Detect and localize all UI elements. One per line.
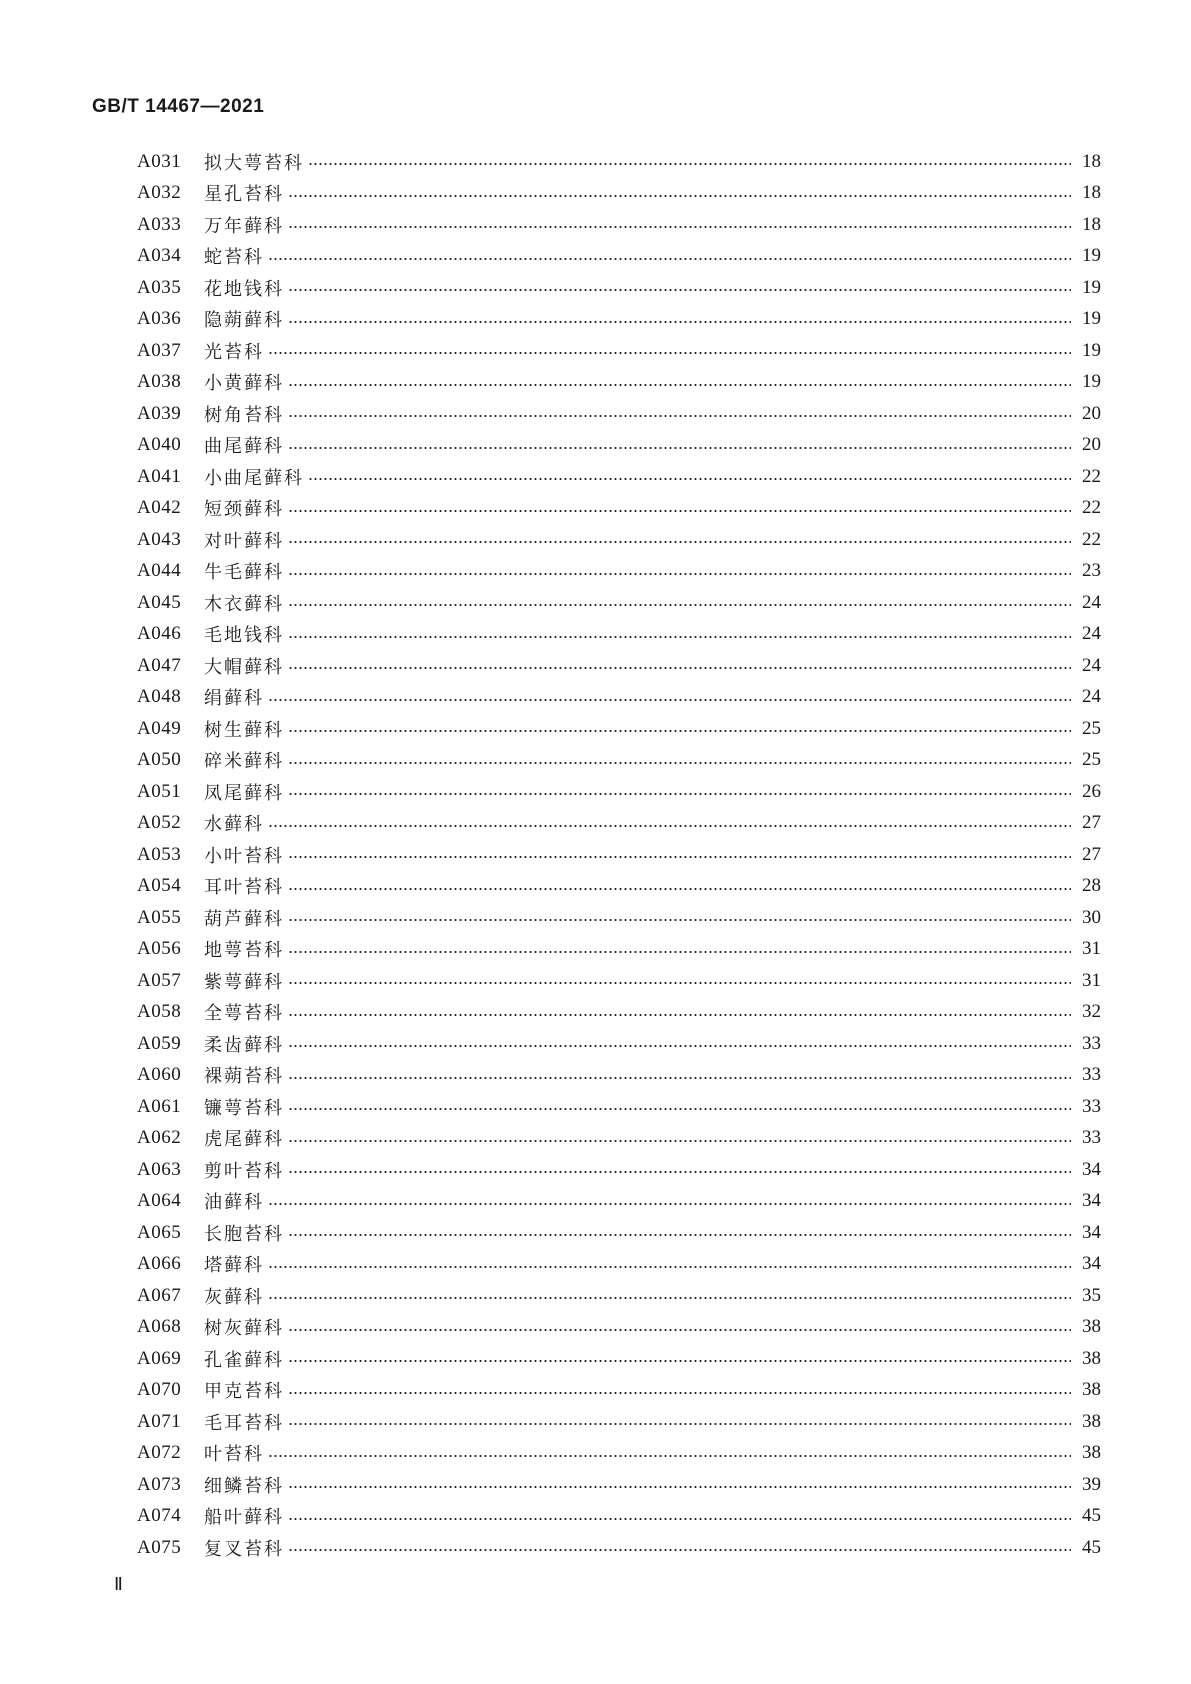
toc-entry-title: 万年藓科 xyxy=(204,215,284,237)
toc-entry-title: 紫萼藓科 xyxy=(204,971,284,993)
toc-entry-page: 35 xyxy=(1082,1284,1101,1306)
toc-entry-page: 19 xyxy=(1082,371,1101,393)
toc-entry-page: 34 xyxy=(1082,1190,1101,1212)
toc-entry-page: 22 xyxy=(1082,465,1101,487)
toc-dot-leader xyxy=(288,1014,1071,1016)
toc-entry-page: 20 xyxy=(1082,434,1101,456)
toc-entry-code: A048 xyxy=(137,686,182,708)
toc-dot-leader xyxy=(288,289,1071,291)
toc-entry-code: A072 xyxy=(137,1442,182,1464)
toc-entry-page: 33 xyxy=(1082,1032,1101,1054)
toc-entry-page: 24 xyxy=(1082,654,1101,676)
toc-entry-page: 30 xyxy=(1082,906,1101,928)
toc-entry-code: A073 xyxy=(137,1473,182,1495)
toc-entry[interactable] xyxy=(137,1501,1101,1533)
toc-entry[interactable] xyxy=(137,902,1101,934)
toc-entry[interactable] xyxy=(137,1249,1101,1281)
toc-entry-page: 24 xyxy=(1082,686,1101,708)
toc-entry-code: A047 xyxy=(137,654,182,676)
toc-entry-title: 树角苔科 xyxy=(204,404,284,426)
toc-dot-leader xyxy=(288,1140,1071,1142)
toc-entry-page: 27 xyxy=(1082,812,1101,834)
toc-entry-code: A058 xyxy=(137,1001,182,1023)
toc-dot-leader xyxy=(288,1360,1071,1362)
toc-dot-leader xyxy=(288,919,1071,921)
toc-dot-leader xyxy=(288,226,1071,228)
toc-entry[interactable] xyxy=(137,209,1101,241)
toc-entry[interactable] xyxy=(137,776,1101,808)
toc-entry-code: A044 xyxy=(137,560,182,582)
toc-entry-title: 小黄藓科 xyxy=(204,373,284,395)
toc-entry[interactable] xyxy=(137,1186,1101,1218)
toc-dot-leader xyxy=(288,1518,1071,1520)
toc-entry-code: A053 xyxy=(137,843,182,865)
toc-entry-code: A034 xyxy=(137,245,182,267)
toc-entry-code: A033 xyxy=(137,213,182,235)
toc-entry-page: 19 xyxy=(1082,308,1101,330)
toc-entry-page: 26 xyxy=(1082,780,1101,802)
toc-entry-title: 大帽藓科 xyxy=(204,656,284,678)
toc-entry-page: 24 xyxy=(1082,623,1101,645)
toc-entry[interactable] xyxy=(137,619,1101,651)
toc-entry-code: A059 xyxy=(137,1032,182,1054)
toc-entry-title: 小叶苔科 xyxy=(204,845,284,867)
toc-entry-code: A063 xyxy=(137,1158,182,1180)
toc-entry[interactable] xyxy=(137,1091,1101,1123)
table-of-contents xyxy=(137,146,1101,1564)
toc-dot-leader xyxy=(288,856,1071,858)
toc-entry-code: A060 xyxy=(137,1064,182,1086)
toc-entry[interactable] xyxy=(137,1375,1101,1407)
toc-entry-page: 38 xyxy=(1082,1316,1101,1338)
toc-entry[interactable] xyxy=(137,965,1101,997)
toc-dot-leader xyxy=(308,478,1071,480)
toc-dot-leader xyxy=(268,699,1071,701)
toc-entry-title: 毛耳苔科 xyxy=(204,1412,284,1434)
toc-dot-leader xyxy=(288,1171,1071,1173)
toc-entry[interactable] xyxy=(137,398,1101,430)
toc-dot-leader xyxy=(288,1108,1071,1110)
toc-entry-page: 25 xyxy=(1082,717,1101,739)
toc-entry[interactable] xyxy=(137,997,1101,1029)
toc-entry-code: A055 xyxy=(137,906,182,928)
toc-entry[interactable] xyxy=(137,493,1101,525)
toc-entry[interactable] xyxy=(137,1469,1101,1501)
toc-entry-page: 28 xyxy=(1082,875,1101,897)
toc-dot-leader xyxy=(288,951,1071,953)
toc-entry-title: 柔齿藓科 xyxy=(204,1034,284,1056)
toc-entry-page: 20 xyxy=(1082,402,1101,424)
toc-entry[interactable] xyxy=(137,1438,1101,1470)
toc-dot-leader xyxy=(288,636,1071,638)
toc-entry-page: 39 xyxy=(1082,1473,1101,1495)
toc-dot-leader xyxy=(268,258,1071,260)
toc-entry-page: 19 xyxy=(1082,245,1101,267)
toc-entry[interactable] xyxy=(137,1123,1101,1155)
toc-entry-code: A043 xyxy=(137,528,182,550)
toc-dot-leader xyxy=(268,1455,1071,1457)
toc-entry-page: 45 xyxy=(1082,1505,1101,1527)
toc-dot-leader xyxy=(288,1486,1071,1488)
toc-entry-title: 绢藓科 xyxy=(204,688,264,710)
toc-entry-code: A067 xyxy=(137,1284,182,1306)
toc-entry-title: 隐蒴藓科 xyxy=(204,310,284,332)
toc-entry[interactable] xyxy=(137,1312,1101,1344)
toc-dot-leader xyxy=(288,321,1071,323)
toc-entry-code: A049 xyxy=(137,717,182,739)
toc-entry[interactable] xyxy=(137,524,1101,556)
toc-entry-code: A035 xyxy=(137,276,182,298)
toc-entry-page: 22 xyxy=(1082,528,1101,550)
toc-entry-code: A036 xyxy=(137,308,182,330)
toc-entry-code: A039 xyxy=(137,402,182,424)
toc-entry-page: 33 xyxy=(1082,1127,1101,1149)
toc-dot-leader xyxy=(268,1266,1071,1268)
toc-entry-code: A065 xyxy=(137,1221,182,1243)
toc-entry-title: 碎米藓科 xyxy=(204,751,284,773)
toc-entry-code: A041 xyxy=(137,465,182,487)
toc-entry-title: 曲尾藓科 xyxy=(204,436,284,458)
toc-entry-title: 甲克苔科 xyxy=(204,1381,284,1403)
toc-dot-leader xyxy=(288,762,1071,764)
toc-entry-title: 凤尾藓科 xyxy=(204,782,284,804)
toc-entry-code: A069 xyxy=(137,1347,182,1369)
toc-entry-page: 27 xyxy=(1082,843,1101,865)
toc-entry-title: 细鳞苔科 xyxy=(204,1475,284,1497)
toc-entry-title: 油藓科 xyxy=(204,1192,264,1214)
toc-entry[interactable] xyxy=(137,556,1101,588)
toc-entry[interactable] xyxy=(137,461,1101,493)
toc-entry-code: A061 xyxy=(137,1095,182,1117)
toc-dot-leader xyxy=(288,510,1071,512)
toc-entry-title: 叶苔科 xyxy=(204,1444,264,1466)
toc-entry[interactable] xyxy=(137,1280,1101,1312)
toc-entry-page: 19 xyxy=(1082,339,1101,361)
toc-entry-code: A074 xyxy=(137,1505,182,1527)
toc-entry-page: 38 xyxy=(1082,1410,1101,1432)
toc-dot-leader xyxy=(288,384,1071,386)
toc-entry-code: A057 xyxy=(137,969,182,991)
toc-entry-code: A046 xyxy=(137,623,182,645)
toc-entry-title: 葫芦藓科 xyxy=(204,908,284,930)
toc-dot-leader xyxy=(268,1297,1071,1299)
toc-entry[interactable] xyxy=(137,1343,1101,1375)
toc-entry-title: 对叶藓科 xyxy=(204,530,284,552)
toc-entry-page: 23 xyxy=(1082,560,1101,582)
toc-entry[interactable] xyxy=(137,367,1101,399)
toc-entry-title: 短颈藓科 xyxy=(204,499,284,521)
toc-dot-leader xyxy=(288,573,1071,575)
toc-entry[interactable] xyxy=(137,808,1101,840)
toc-dot-leader xyxy=(288,1392,1071,1394)
toc-entry-code: A040 xyxy=(137,434,182,456)
toc-entry[interactable] xyxy=(137,713,1101,745)
toc-entry-title: 耳叶苔科 xyxy=(204,877,284,899)
toc-entry[interactable] xyxy=(137,304,1101,336)
toc-dot-leader xyxy=(288,1234,1071,1236)
toc-entry-title: 全萼苔科 xyxy=(204,1003,284,1025)
toc-entry[interactable] xyxy=(137,146,1101,178)
toc-entry[interactable] xyxy=(137,1028,1101,1060)
toc-entry-title: 蛇苔科 xyxy=(204,247,264,269)
toc-entry[interactable] xyxy=(137,682,1101,714)
toc-entry[interactable] xyxy=(137,587,1101,619)
toc-entry-page: 32 xyxy=(1082,1001,1101,1023)
toc-entry-page: 31 xyxy=(1082,938,1101,960)
toc-entry-page: 34 xyxy=(1082,1158,1101,1180)
toc-entry-page: 24 xyxy=(1082,591,1101,613)
toc-entry-page: 22 xyxy=(1082,497,1101,519)
toc-entry-code: A031 xyxy=(137,150,182,172)
toc-entry-page: 34 xyxy=(1082,1253,1101,1275)
toc-entry-code: A066 xyxy=(137,1253,182,1275)
toc-entry-title: 小曲尾藓科 xyxy=(204,467,304,489)
toc-entry[interactable] xyxy=(137,871,1101,903)
toc-entry-code: A062 xyxy=(137,1127,182,1149)
toc-entry-title: 灰藓科 xyxy=(204,1286,264,1308)
toc-entry[interactable] xyxy=(137,430,1101,462)
toc-dot-leader xyxy=(268,1203,1071,1205)
toc-entry-code: A068 xyxy=(137,1316,182,1338)
toc-dot-leader xyxy=(288,982,1071,984)
toc-dot-leader xyxy=(288,1045,1071,1047)
toc-entry-title: 塔藓科 xyxy=(204,1255,264,1277)
page-number: Ⅱ xyxy=(114,1574,123,1594)
toc-dot-leader xyxy=(288,415,1071,417)
toc-entry[interactable] xyxy=(137,839,1101,871)
toc-entry-title: 水藓科 xyxy=(204,814,264,836)
document-header: GB/T 14467—2021 xyxy=(92,96,265,117)
toc-entry-page: 45 xyxy=(1082,1536,1101,1558)
toc-entry-code: A037 xyxy=(137,339,182,361)
toc-entry-code: A071 xyxy=(137,1410,182,1432)
toc-entry-title: 虎尾藓科 xyxy=(204,1129,284,1151)
toc-entry-title: 镰萼苔科 xyxy=(204,1097,284,1119)
toc-entry-code: A075 xyxy=(137,1536,182,1558)
toc-dot-leader xyxy=(288,1423,1071,1425)
toc-dot-leader xyxy=(288,793,1071,795)
toc-entry-page: 18 xyxy=(1082,213,1101,235)
toc-entry-title: 木衣藓科 xyxy=(204,593,284,615)
toc-entry-title: 剪叶苔科 xyxy=(204,1160,284,1182)
toc-dot-leader xyxy=(288,1329,1071,1331)
toc-entry-title: 星孔苔科 xyxy=(204,184,284,206)
toc-entry-code: A032 xyxy=(137,182,182,204)
toc-entry-page: 38 xyxy=(1082,1442,1101,1464)
toc-entry-page: 19 xyxy=(1082,276,1101,298)
toc-entry-code: A064 xyxy=(137,1190,182,1212)
toc-entry-page: 18 xyxy=(1082,182,1101,204)
toc-entry-code: A038 xyxy=(137,371,182,393)
toc-entry-code: A052 xyxy=(137,812,182,834)
toc-dot-leader xyxy=(288,541,1071,543)
toc-entry[interactable] xyxy=(137,650,1101,682)
toc-entry-title: 树生藓科 xyxy=(204,719,284,741)
toc-dot-leader xyxy=(288,604,1071,606)
toc-entry[interactable] xyxy=(137,745,1101,777)
toc-dot-leader xyxy=(288,195,1071,197)
toc-entry-code: A056 xyxy=(137,938,182,960)
toc-entry-code: A051 xyxy=(137,780,182,802)
toc-entry-title: 船叶藓科 xyxy=(204,1507,284,1529)
toc-entry[interactable] xyxy=(137,178,1101,210)
toc-entry[interactable] xyxy=(137,335,1101,367)
toc-entry-title: 长胞苔科 xyxy=(204,1223,284,1245)
toc-entry[interactable] xyxy=(137,1217,1101,1249)
toc-entry-page: 38 xyxy=(1082,1379,1101,1401)
toc-entry-title: 裸蒴苔科 xyxy=(204,1066,284,1088)
toc-entry-page: 34 xyxy=(1082,1221,1101,1243)
toc-entry-page: 31 xyxy=(1082,969,1101,991)
toc-entry-title: 拟大萼苔科 xyxy=(204,152,304,174)
toc-dot-leader xyxy=(268,825,1071,827)
toc-entry-code: A054 xyxy=(137,875,182,897)
toc-entry-title: 复叉苔科 xyxy=(204,1538,284,1560)
toc-entry[interactable] xyxy=(137,1154,1101,1186)
toc-entry-title: 毛地钱科 xyxy=(204,625,284,647)
toc-dot-leader xyxy=(288,447,1071,449)
toc-dot-leader xyxy=(288,667,1071,669)
toc-entry-title: 孔雀藓科 xyxy=(204,1349,284,1371)
toc-entry-code: A050 xyxy=(137,749,182,771)
toc-dot-leader xyxy=(288,888,1071,890)
toc-entry-page: 33 xyxy=(1082,1095,1101,1117)
toc-entry-code: A042 xyxy=(137,497,182,519)
toc-dot-leader xyxy=(308,163,1071,165)
toc-entry[interactable] xyxy=(137,241,1101,273)
toc-entry-page: 18 xyxy=(1082,150,1101,172)
toc-dot-leader xyxy=(288,1549,1071,1551)
toc-entry-title: 花地钱科 xyxy=(204,278,284,300)
toc-entry[interactable] xyxy=(137,934,1101,966)
toc-dot-leader xyxy=(268,352,1071,354)
toc-entry-title: 光苔科 xyxy=(204,341,264,363)
toc-entry-title: 地萼苔科 xyxy=(204,940,284,962)
toc-entry-code: A070 xyxy=(137,1379,182,1401)
toc-entry-page: 33 xyxy=(1082,1064,1101,1086)
toc-entry-page: 25 xyxy=(1082,749,1101,771)
toc-entry[interactable] xyxy=(137,272,1101,304)
toc-entry-title: 牛毛藓科 xyxy=(204,562,284,584)
toc-entry[interactable] xyxy=(137,1060,1101,1092)
toc-entry-page: 38 xyxy=(1082,1347,1101,1369)
toc-entry[interactable] xyxy=(137,1406,1101,1438)
toc-entry-title: 树灰藓科 xyxy=(204,1318,284,1340)
toc-entry-code: A045 xyxy=(137,591,182,613)
toc-entry[interactable] xyxy=(137,1532,1101,1564)
toc-dot-leader xyxy=(288,730,1071,732)
toc-dot-leader xyxy=(288,1077,1071,1079)
